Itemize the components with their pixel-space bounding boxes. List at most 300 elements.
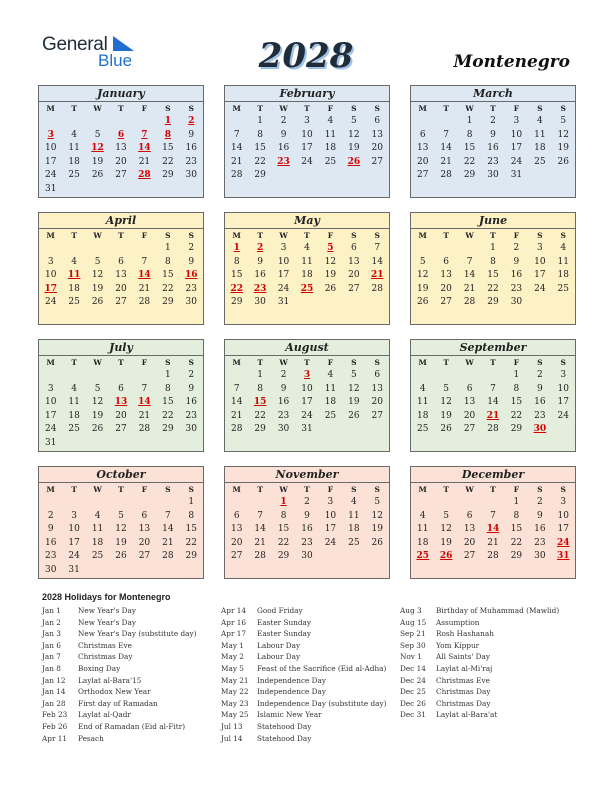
month-march [410, 85, 576, 198]
day-cell: 7 [257, 510, 263, 521]
day-cell: 20 [371, 397, 383, 408]
weekday-label: F [513, 485, 520, 494]
day-cell: 3 [513, 116, 520, 126]
month-title: December [411, 467, 575, 483]
holiday-row [400, 605, 559, 617]
holiday-date: May 1 [221, 640, 244, 650]
holiday-day-cell: 28 [138, 170, 151, 181]
weekday-header [225, 102, 389, 115]
days-grid [411, 115, 575, 183]
holiday-date: Nov 1 [400, 652, 422, 662]
holiday-name: Laylat al-Mi'raj [436, 663, 493, 673]
day-cell: 27 [115, 297, 127, 308]
holiday-date: Apr 16 [221, 617, 247, 627]
day-cell: 18 [416, 537, 429, 548]
empty-cell [39, 242, 62, 256]
day-cell: 26 [557, 156, 569, 167]
day-cell: 1 [513, 497, 520, 507]
day-cell: 7 [490, 383, 496, 394]
day-cell: 8 [233, 256, 240, 267]
weekday-label: T [490, 358, 496, 367]
day-cell: 9 [304, 510, 310, 521]
weekday-label: W [465, 485, 474, 494]
day-cell: 25 [91, 551, 104, 562]
holiday-row [221, 675, 386, 687]
holiday-date: Dec 25 [400, 687, 426, 697]
logo-triangle-icon [113, 36, 134, 51]
holiday-date: Feb 23 [42, 710, 68, 720]
day-cell: 12 [416, 270, 429, 281]
day-cell: 2 [536, 497, 543, 507]
empty-cell [458, 369, 481, 383]
day-cell: 13 [348, 256, 360, 267]
day-cell: 25 [416, 424, 429, 435]
weekday-label: S [188, 104, 194, 113]
weekday-label: T [304, 485, 310, 494]
holiday-name: Laylat al-Bara'at [436, 710, 498, 720]
day-cell: 10 [557, 510, 569, 521]
holiday-date: May 23 [221, 698, 249, 708]
holiday-row [400, 709, 559, 721]
empty-cell [481, 369, 504, 383]
weekday-label: S [188, 485, 194, 494]
day-cell: 14 [162, 524, 174, 535]
day-cell: 4 [71, 256, 77, 267]
weekday-label: T [71, 104, 77, 113]
empty-cell [411, 115, 434, 129]
weekday-header [39, 483, 203, 496]
month-title: February [225, 86, 389, 102]
day-cell: 2 [188, 243, 195, 253]
day-cell: 27 [371, 410, 383, 421]
day-cell: 24 [277, 283, 290, 294]
empty-cell [481, 496, 504, 510]
day-cell: 4 [327, 116, 334, 126]
weekday-label: S [537, 104, 543, 113]
holiday-name: Pesach [78, 733, 104, 743]
day-cell: 20 [440, 283, 452, 294]
day-cell: 16 [185, 397, 197, 408]
day-cell: 10 [301, 383, 313, 394]
day-cell: 28 [162, 551, 174, 562]
day-cell: 22 [185, 537, 197, 548]
day-cell: 29 [162, 170, 174, 181]
day-cell: 24 [557, 410, 569, 421]
weekday-label: T [304, 231, 310, 240]
empty-cell [86, 496, 109, 510]
holiday-row [400, 651, 559, 663]
day-cell: 26 [91, 297, 104, 308]
holiday-column-1 [42, 605, 197, 744]
weekday-label: S [165, 358, 171, 367]
day-cell: 26 [416, 297, 429, 308]
weekday-label: T [490, 104, 496, 113]
day-cell: 4 [71, 129, 77, 140]
day-cell: 20 [138, 537, 151, 548]
day-cell: 1 [513, 370, 520, 380]
day-cell: 21 [487, 537, 499, 548]
weekday-label: M [46, 231, 55, 240]
day-cell: 22 [162, 283, 174, 294]
weekday-label: F [327, 358, 334, 367]
day-cell: 23 [277, 410, 290, 421]
weekday-label: S [560, 231, 566, 240]
days-grid [225, 496, 389, 564]
day-cell: 6 [443, 256, 449, 267]
weekday-label: S [351, 485, 357, 494]
day-cell: 31 [44, 183, 57, 194]
day-cell: 18 [68, 410, 80, 421]
holiday-name: Labour Day [257, 652, 301, 662]
weekday-label: T [71, 485, 77, 494]
holiday-name: Christmas Eve [436, 675, 490, 685]
day-cell: 28 [463, 297, 476, 308]
day-cell: 29 [162, 297, 174, 308]
day-cell: 17 [510, 143, 523, 154]
day-cell: 8 [513, 510, 520, 521]
holiday-day-cell: 21 [371, 270, 384, 281]
weekday-label: F [513, 104, 520, 113]
days-grid [225, 242, 389, 310]
weekday-label: S [351, 358, 357, 367]
day-cell: 26 [371, 537, 383, 548]
day-cell: 6 [141, 510, 148, 521]
holiday-name: New Year's Day (substitute day) [78, 629, 197, 639]
holiday-day-cell: 14 [138, 143, 151, 154]
empty-cell [248, 496, 271, 510]
day-cell: 17 [68, 537, 80, 548]
month-title: October [39, 467, 203, 483]
day-cell: 27 [115, 170, 127, 181]
empty-cell [434, 115, 457, 129]
holiday-name: Rosh Hashanah [436, 629, 494, 639]
day-cell: 13 [371, 129, 383, 140]
weekday-header [411, 356, 575, 369]
day-cell: 31 [510, 170, 523, 181]
day-cell: 14 [440, 143, 452, 154]
empty-cell [39, 369, 62, 383]
weekday-label: F [513, 231, 520, 240]
empty-cell [458, 242, 481, 256]
day-cell: 7 [443, 129, 449, 140]
day-cell: 30 [510, 297, 523, 308]
day-cell: 15 [162, 143, 174, 154]
empty-cell [133, 369, 156, 383]
day-cell: 24 [44, 424, 57, 435]
holiday-day-cell: 5 [327, 243, 334, 253]
empty-cell [62, 242, 85, 256]
empty-cell [156, 496, 179, 510]
holiday-row [221, 617, 386, 629]
holiday-row [221, 663, 386, 675]
holiday-name: Feast of the Sacrifice (Eid al-Adha) [257, 663, 387, 673]
holiday-day-cell: 21 [486, 410, 500, 421]
day-cell: 9 [490, 129, 496, 140]
day-cell: 28 [230, 170, 243, 181]
day-cell: 14 [371, 256, 383, 267]
holiday-day-cell: 30 [533, 424, 547, 435]
weekday-label: S [374, 231, 380, 240]
day-cell: 19 [440, 410, 452, 421]
holiday-day-cell: 25 [416, 551, 429, 562]
day-cell: 3 [304, 116, 310, 126]
day-cell: 20 [416, 156, 429, 167]
day-cell: 16 [254, 270, 266, 281]
day-cell: 26 [91, 424, 104, 435]
weekday-label: F [141, 231, 148, 240]
day-cell: 11 [68, 397, 80, 408]
holiday-date: Jul 14 [221, 733, 243, 743]
day-cell: 5 [560, 116, 567, 126]
month-title: January [39, 86, 203, 102]
holiday-day-cell: 23 [277, 156, 290, 167]
day-cell: 23 [44, 551, 57, 562]
weekday-label: T [257, 485, 263, 494]
day-cell: 7 [164, 510, 171, 521]
holiday-date: Dec 24 [400, 675, 426, 685]
holiday-row [42, 605, 197, 617]
day-cell: 30 [534, 551, 546, 562]
weekday-label: M [46, 485, 55, 494]
holiday-day-cell: 7 [141, 129, 148, 140]
month-april [38, 212, 204, 325]
holiday-name: Easter Sunday [257, 629, 312, 639]
holiday-date: Dec 26 [400, 698, 426, 708]
day-cell: 6 [118, 256, 124, 267]
month-title: April [39, 213, 203, 229]
day-cell: 13 [115, 270, 127, 281]
year-title: 2028 [258, 36, 354, 76]
weekday-label: W [93, 231, 102, 240]
holiday-day-cell: 24 [557, 537, 570, 548]
day-cell: 18 [557, 270, 569, 281]
empty-cell [86, 115, 109, 129]
weekday-label: T [118, 358, 124, 367]
day-cell: 22 [277, 537, 290, 548]
day-cell: 29 [510, 551, 523, 562]
day-cell: 5 [118, 510, 124, 521]
empty-cell [434, 242, 457, 256]
holiday-row [221, 698, 386, 710]
empty-cell [458, 496, 481, 510]
weekday-header [225, 356, 389, 369]
day-cell: 2 [280, 370, 287, 380]
weekday-label: S [351, 104, 357, 113]
holiday-day-cell: 8 [164, 129, 171, 140]
day-cell: 19 [557, 143, 569, 154]
weekday-label: W [279, 358, 288, 367]
empty-cell [109, 369, 132, 383]
day-cell: 16 [301, 524, 313, 535]
day-cell: 31 [277, 297, 290, 308]
day-cell: 27 [440, 297, 452, 308]
weekday-label: T [257, 104, 263, 113]
holiday-date: May 5 [221, 663, 244, 673]
day-cell: 14 [487, 397, 499, 408]
holiday-name: All Saints' Day [436, 652, 490, 662]
empty-cell [86, 369, 109, 383]
day-cell: 23 [510, 283, 523, 294]
day-cell: 15 [162, 270, 174, 281]
empty-cell [434, 369, 457, 383]
day-cell: 3 [536, 243, 543, 253]
day-cell: 29 [277, 551, 290, 562]
day-cell: 26 [91, 170, 104, 181]
day-cell: 4 [350, 497, 357, 507]
holiday-name: Easter Sunday [257, 617, 312, 627]
day-cell: 11 [324, 129, 337, 140]
day-cell: 2 [490, 116, 496, 126]
empty-cell [62, 115, 85, 129]
day-cell: 4 [71, 383, 77, 394]
holiday-row [400, 686, 559, 698]
day-cell: 5 [350, 370, 357, 380]
day-cell: 2 [513, 243, 520, 253]
day-cell: 23 [487, 156, 499, 167]
day-cell: 21 [138, 156, 151, 167]
day-cell: 8 [490, 256, 496, 267]
logo-text-blue: Blue [98, 51, 133, 70]
month-february [224, 85, 390, 198]
day-cell: 15 [463, 143, 476, 154]
day-cell: 4 [419, 510, 426, 521]
day-cell: 17 [277, 270, 290, 281]
empty-cell [109, 496, 132, 510]
holiday-date: Apr 14 [221, 606, 247, 615]
day-cell: 5 [443, 510, 449, 521]
day-cell: 29 [510, 424, 523, 435]
weekday-header [225, 229, 389, 242]
day-cell: 21 [230, 410, 243, 421]
day-cell: 27 [348, 283, 360, 294]
day-cell: 19 [91, 410, 104, 421]
weekday-label: S [351, 231, 357, 240]
day-cell: 15 [230, 270, 243, 281]
day-cell: 12 [115, 524, 127, 535]
month-july [38, 339, 204, 452]
month-title: June [411, 213, 575, 229]
day-cell: 22 [510, 537, 523, 548]
days-grid [39, 242, 203, 310]
day-cell: 9 [47, 524, 54, 535]
holiday-date: Jan 8 [42, 663, 61, 673]
weekday-label: S [165, 231, 171, 240]
day-cell: 12 [440, 397, 452, 408]
holiday-name: Laylat al-Qadr [78, 710, 131, 720]
day-cell: 19 [91, 156, 104, 167]
empty-cell [39, 115, 62, 129]
day-cell: 27 [463, 424, 476, 435]
weekday-label: T [443, 104, 449, 113]
day-cell: 31 [301, 424, 313, 435]
empty-cell [411, 369, 434, 383]
holiday-row [221, 733, 386, 745]
days-grid [411, 496, 575, 564]
day-cell: 8 [466, 129, 473, 140]
day-cell: 28 [254, 551, 266, 562]
holiday-date: Feb 26 [42, 721, 68, 731]
holiday-name: Good Friday [257, 606, 303, 615]
day-cell: 16 [277, 143, 290, 154]
weekday-label: T [257, 231, 263, 240]
weekday-label: S [188, 231, 194, 240]
day-cell: 28 [138, 297, 151, 308]
empty-cell [133, 115, 156, 129]
days-grid [225, 369, 389, 437]
holiday-name: Independence Day (substitute day) [257, 698, 387, 708]
day-cell: 26 [115, 551, 127, 562]
holiday-day-cell: 31 [557, 551, 570, 562]
day-cell: 14 [463, 270, 476, 281]
weekday-label: T [443, 485, 449, 494]
day-cell: 7 [141, 383, 148, 394]
day-cell: 2 [188, 370, 195, 380]
holiday-name: Christmas Day [436, 687, 491, 697]
holiday-row [400, 628, 559, 640]
holidays-title: 2028 Holidays for Montenegro [42, 592, 171, 602]
weekday-label: T [490, 231, 496, 240]
month-december [410, 466, 576, 579]
holiday-name: End of Ramadan (Eid al-Fitr) [78, 721, 186, 731]
holiday-row [42, 733, 197, 745]
holiday-date: Apr 11 [42, 733, 68, 743]
month-january [38, 85, 204, 198]
day-cell: 24 [68, 551, 80, 562]
holiday-name: Islamic New Year [257, 710, 322, 720]
holiday-name: Birthday of Muhammad (Mawlid) [436, 606, 560, 615]
day-cell: 29 [185, 551, 197, 562]
holiday-day-cell: 15 [253, 397, 267, 408]
day-cell: 18 [348, 524, 360, 535]
weekday-label: T [71, 231, 77, 240]
day-cell: 30 [185, 297, 197, 308]
weekday-label: W [279, 485, 288, 494]
day-cell: 26 [348, 410, 360, 421]
holiday-row [42, 651, 197, 663]
holiday-name: Independence Day [257, 687, 326, 697]
days-grid [411, 369, 575, 437]
holiday-name: Labour Day [257, 640, 301, 650]
weekday-label: S [165, 104, 171, 113]
holiday-day-cell: 26 [439, 551, 453, 562]
weekday-label: F [327, 485, 334, 494]
day-cell: 18 [91, 537, 104, 548]
days-grid [225, 115, 389, 183]
day-cell: 11 [416, 397, 429, 408]
day-cell: 30 [301, 551, 313, 562]
holiday-date: Jul 13 [221, 721, 243, 731]
day-cell: 1 [257, 370, 263, 380]
month-june [410, 212, 576, 325]
weekday-label: S [537, 231, 543, 240]
day-cell: 10 [324, 510, 337, 521]
day-cell: 12 [557, 129, 569, 140]
weekday-label: M [418, 485, 427, 494]
day-cell: 12 [91, 397, 104, 408]
day-cell: 29 [463, 170, 476, 181]
weekday-header [225, 483, 389, 496]
day-cell: 19 [416, 283, 429, 294]
day-cell: 16 [487, 143, 499, 154]
day-cell: 8 [164, 383, 171, 394]
holiday-name: Boxing Day [78, 663, 121, 673]
holiday-row [42, 617, 197, 629]
holiday-date: Sep 30 [400, 640, 426, 650]
day-cell: 30 [254, 297, 266, 308]
day-cell: 14 [254, 524, 266, 535]
day-cell: 5 [94, 383, 101, 394]
holiday-row [221, 709, 386, 721]
